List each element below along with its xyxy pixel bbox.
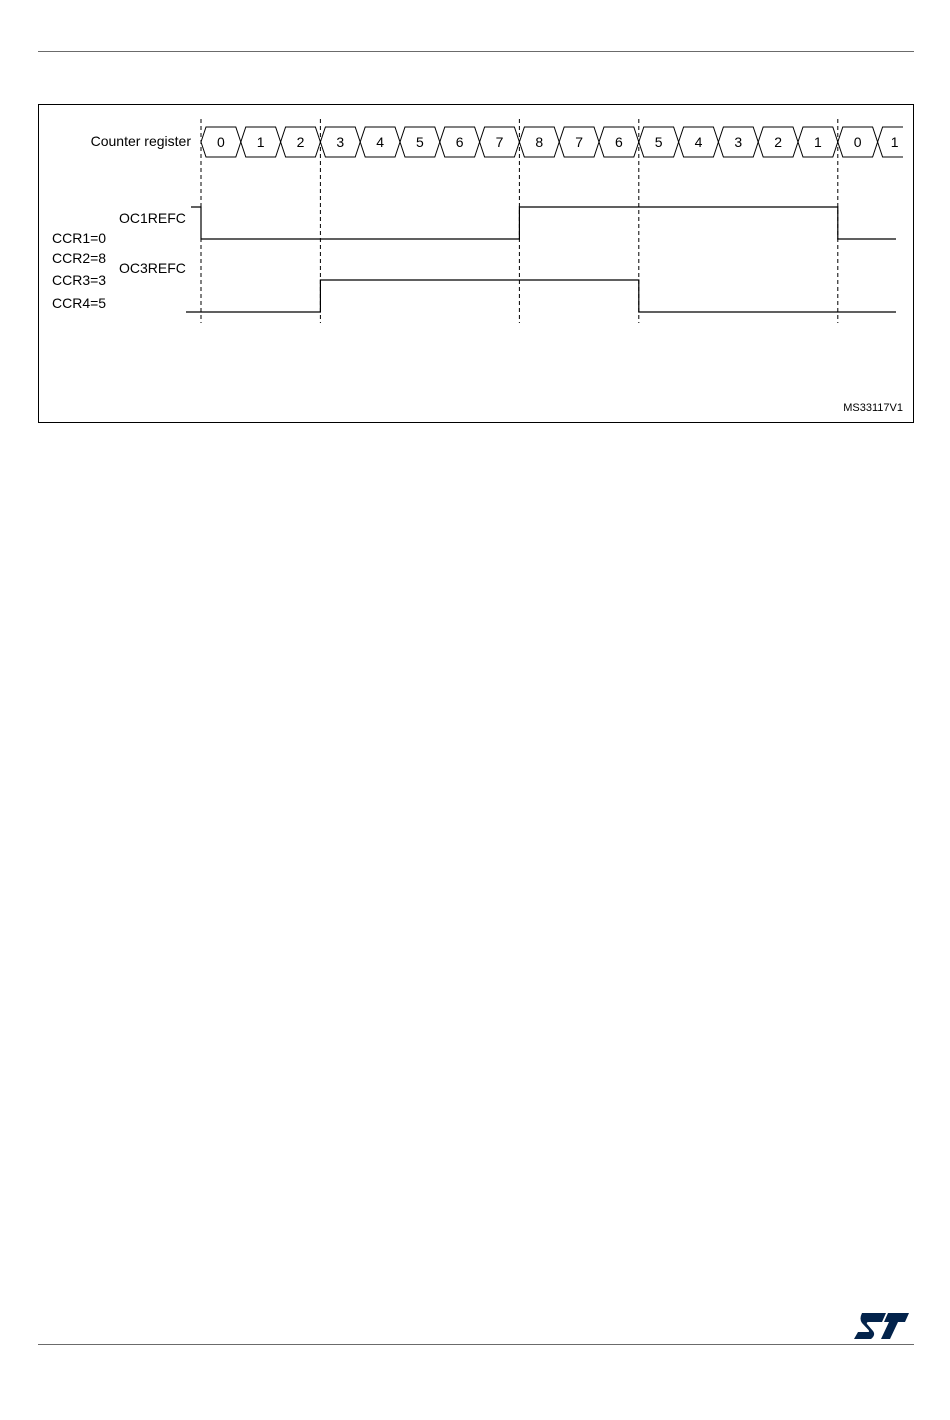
counter-value: 5 <box>654 134 663 150</box>
counter-value: 2 <box>296 134 305 150</box>
ccr3-label: CCR3=3 <box>52 272 107 288</box>
counter-value: 8 <box>535 134 544 150</box>
counter-value: 5 <box>416 134 424 150</box>
counter-value: 2 <box>774 134 782 150</box>
ccr4-label: CCR4=5 <box>52 295 107 311</box>
st-logo-icon <box>852 1310 910 1342</box>
counter-value: 1 <box>256 134 265 150</box>
counter-value: 6 <box>615 134 623 150</box>
figure-reference-id: MS33117V1 <box>843 402 903 414</box>
counter-value: 3 <box>734 134 743 150</box>
counter-value: 7 <box>575 134 583 150</box>
counter-value: 7 <box>495 134 504 150</box>
counter-value: 6 <box>455 134 464 150</box>
st-logo-s-shape <box>854 1313 886 1339</box>
footer-rule <box>38 1344 914 1345</box>
counter-register-label: Counter register <box>90 133 191 149</box>
header-rule <box>38 51 914 52</box>
oc1refc-waveform <box>191 207 896 239</box>
counter-value: 4 <box>376 134 384 150</box>
counter-value: 0 <box>853 134 862 150</box>
st-logo-t-shape <box>881 1313 909 1339</box>
counter-value: 4 <box>694 134 703 150</box>
timing-diagram <box>38 104 914 423</box>
oc3refc-label: OC3REFC <box>119 260 186 276</box>
counter-value: 1 <box>814 134 822 150</box>
ccr2-label: CCR2=8 <box>52 250 107 266</box>
oc3refc-waveform <box>186 280 896 312</box>
counter-value: 3 <box>336 134 345 150</box>
ccr1-label: CCR1=0 <box>52 230 107 246</box>
oc1refc-label: OC1REFC <box>119 210 186 226</box>
counter-cells <box>201 127 903 157</box>
counter-value: 1 <box>890 134 899 150</box>
counter-value: 0 <box>217 134 225 150</box>
timing-diagram-canvas <box>39 105 913 422</box>
